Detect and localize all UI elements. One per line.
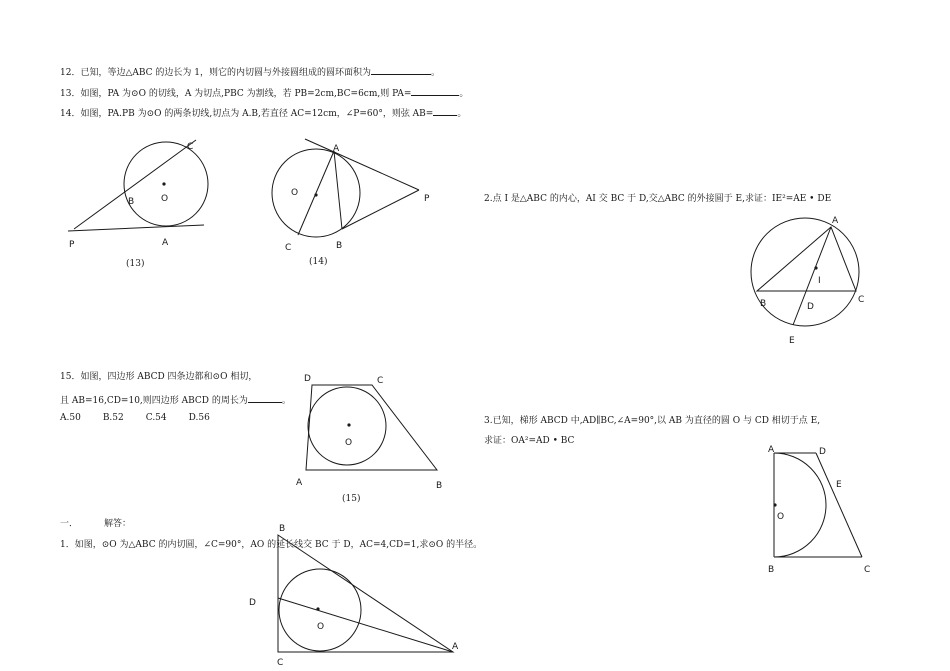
option-d: D.56 [188,413,210,423]
figure-solution-1 [249,524,459,668]
figure-14-chord-ab [334,151,342,229]
figure-s3-label-a: A [768,445,775,455]
question-13-text: 13．如图，PA 为⊙O 的切线，A 为切点,PBC 为割线，若 PB=2cm,BC=6cm,则 PA= [60,89,412,99]
option-b: B.52 [102,413,124,423]
figure-s1-line-ad [278,598,453,652]
figure-s2-label-i: I [818,276,821,286]
figure-15-label-a: A [296,478,303,488]
figure-14-label-c: C [285,243,292,253]
figure-15-label-d: D [304,374,311,384]
figure-s2-label-d: D [807,302,814,312]
figure-13-secant [74,140,196,229]
figure-14-tangent-pb [342,190,419,229]
figure-15-label-c: C [377,376,384,386]
option-a: A.50 [60,413,81,423]
figure-s3-label-e: E [836,480,842,490]
figure-s2-triangle [757,227,856,291]
option-c: C.54 [145,413,167,423]
section-number: 一． [60,519,79,529]
figure-15 [296,374,442,491]
figure-s3-label-b: B [768,565,775,575]
figure-s1-incircle [279,569,361,651]
figure-solution-2 [751,216,864,346]
question-14-text: 14．如图，PA.PB 为⊙O 的两条切线,切点为 A.B,若直径 AC=12cm，∠P=60°，则弦 AB= [60,109,434,119]
figure-14-label-p: P [424,194,430,204]
figure-s1-center [316,607,319,610]
figure-13-circle [124,142,208,226]
section-title: 解答： [104,519,132,529]
figure-s2-label-a: A [832,216,839,226]
figure-s2-label-e: E [789,336,795,346]
figure-s3-label-d: D [819,447,826,457]
figure-13-center [162,182,165,185]
figure-s2-label-b: B [760,299,767,309]
question-13: 13．如图，PA 为⊙O 的切线，A 为切点,PBC 为割线，若 PB=2cm,BC=6cm,则 PA= 。 [60,86,468,100]
figure-15-label-b: B [436,481,443,491]
question-12-text: 12．已知，等边△ABC 的边长为 1，则它的内切圆与外接圆组成的圆环面积为 [60,68,371,78]
figure-s1-label-o: O [317,622,325,632]
figure-13-label-a: A [162,238,169,248]
figure-s3-center [773,503,776,506]
figure-14-label-a: A [333,144,340,154]
figure-s1-triangle [278,535,453,652]
solution-question-3-line1: 3.已知，梯形 ABCD 中,AD∥BC,∠A=90°,以 AB 为直径的圆 O 与 CD 相切于点 E, [484,416,821,426]
figure-15-caption: (15) [342,494,361,504]
figure-s1-label-a: A [452,642,459,652]
figure-s2-label-c: C [858,295,865,305]
figure-14-center [314,193,317,196]
figure-s1-label-b: B [279,524,286,534]
figure-15-quadrilateral [306,385,437,470]
figure-14-label-b: B [336,241,343,251]
question-12: 12．已知，等边△ABC 的边长为 1，则它的内切圆与外接圆组成的圆环面积为 。 [60,65,440,79]
figure-s3-semicircle [774,453,826,557]
figure-14-caption: (14) [309,257,328,267]
solution-question-2: 2.点 I 是△ABC 的内心，AI 交 BC 于 D,交△ABC 的外接圆于 E,求证：IE²=AE • DE [484,194,832,204]
figure-15-label-o: O [345,438,353,448]
figure-s1-label-d: D [249,598,256,608]
figure-s1-label-c: C [277,658,284,668]
figure-s2-circumcircle [751,218,859,326]
figure-13-label-p: P [69,240,75,250]
figure-s3-side-dc [816,453,862,557]
figure-14 [272,139,430,253]
question-15-line2: 且 AB=16,CD=10,则四边形 ABCD 的周长为 。 [60,393,291,407]
figure-s2-incenter [814,266,817,269]
figure-13-label-b: B [128,197,135,207]
figure-13 [68,140,208,250]
figure-14-diameter-ac [298,151,334,235]
figure-15-center [347,423,350,426]
question-14: 14．如图，PA.PB 为⊙O 的两条切线,切点为 A.B,若直径 AC=12cm，∠P=60°，则弦 AB= 。 [60,106,466,120]
figure-14-tangent-pa [305,139,419,190]
figure-15-circle [308,387,386,465]
figure-13-label-o: O [161,194,169,204]
figure-13-label-c: C [187,142,194,152]
figure-s3-label-o: O [777,512,785,522]
question-15-line1: 15．如图，四边形 ABCD 四条边都和⊙O 相切， [60,372,258,382]
figure-14-label-o: O [291,188,299,198]
figure-solution-3 [768,445,870,575]
solution-question-3-line2: 求证：OA²=AD • BC [484,436,575,446]
figure-13-caption: (13) [126,259,145,269]
figure-s3-label-c: C [864,565,871,575]
solution-question-1: 1．如图，⊙O 为△ABC 的内切圆，∠C=90°，AO 的延长线交 BC 于 D，AC=4,CD=1,求⊙O 的半径。 [60,540,483,550]
figure-13-tangent [68,225,204,231]
